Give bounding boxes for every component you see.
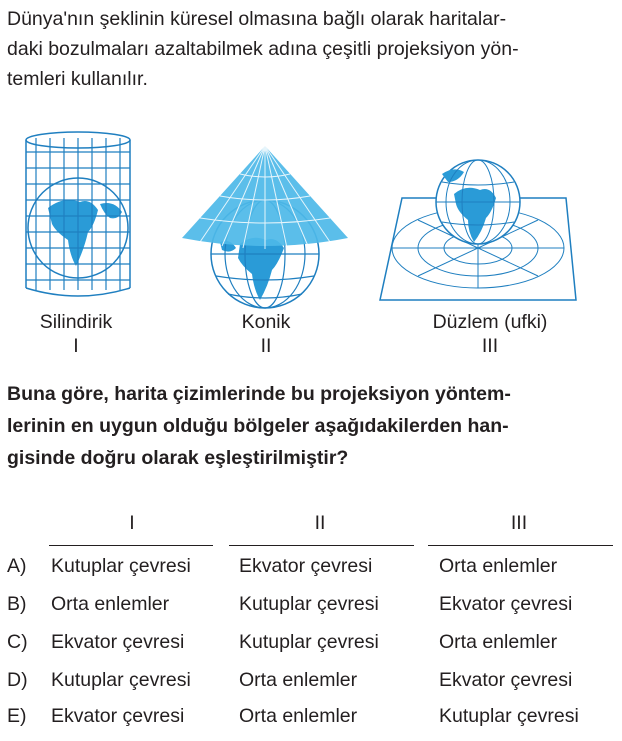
column-rule-2 [229, 545, 414, 546]
option-a[interactable] [0, 555, 622, 591]
figure-numeral-3: III [481, 335, 499, 357]
figure-numeral-1: I [73, 335, 79, 357]
conic-projection-icon [180, 144, 350, 312]
question-line-1: Buna göre, harita çizimlerinde bu projeksiyon yöntem- [7, 383, 511, 405]
column-header-2: II [314, 512, 326, 534]
figure-numeral-2: II [260, 335, 272, 357]
figure-label-2 [166, 310, 366, 358]
option-cell-1: Kutuplar çevresi [51, 669, 191, 691]
option-cell-3: Ekvator çevresi [439, 593, 573, 615]
option-cell-2: Kutuplar çevresi [239, 593, 379, 615]
option-cell-3: Orta enlemler [439, 555, 558, 577]
question-line-2: lerinin en uygun olduğu bölgeler aşağıdakilerden han- [7, 415, 509, 437]
option-cell-3: Orta enlemler [439, 631, 558, 653]
planar-projection-icon [376, 154, 580, 304]
figure-label-1 [0, 310, 176, 358]
option-cell-2: Orta enlemler [239, 705, 358, 727]
option-letter: B) [7, 593, 27, 615]
intro-line-1: Dünya'nın şeklinin küresel olmasına bağlı olarak haritalar- [7, 8, 507, 30]
question-line-3: gisinde doğru olarak eşleştirilmiştir? [7, 447, 349, 469]
option-cell-2: Orta enlemler [239, 669, 358, 691]
option-cell-3: Ekvator çevresi [439, 669, 573, 691]
intro-paragraph [7, 4, 615, 94]
option-cell-3: Kutuplar çevresi [439, 705, 579, 727]
option-letter: D) [7, 669, 28, 691]
option-cell-1: Orta enlemler [51, 593, 170, 615]
question-stem [7, 378, 615, 474]
figure-label-3 [390, 310, 590, 358]
intro-line-2: daki bozulmaları azaltabilmek adına çeşitli projeksiyon yön- [7, 38, 519, 60]
option-letter: A) [7, 555, 27, 577]
option-cell-2: Kutuplar çevresi [239, 631, 379, 653]
option-cell-1: Kutuplar çevresi [51, 555, 191, 577]
figure-name-konik: Konik [241, 311, 291, 333]
projection-figures [0, 128, 622, 368]
option-letter: C) [7, 631, 28, 653]
figure-name-duzlem: Düzlem (ufki) [432, 311, 548, 333]
option-b[interactable] [0, 593, 622, 629]
column-rule-3 [428, 545, 613, 546]
option-cell-1: Ekvator çevresi [51, 631, 185, 653]
option-d[interactable] [0, 669, 622, 705]
column-header-3: III [510, 512, 528, 534]
option-e[interactable] [0, 705, 622, 741]
figure-name-silindirik: Silindirik [39, 311, 113, 333]
option-cell-2: Ekvator çevresi [239, 555, 373, 577]
intro-line-3: temleri kullanılır. [7, 68, 148, 90]
column-header-1: I [129, 512, 135, 534]
option-cell-1: Ekvator çevresi [51, 705, 185, 727]
column-rule-1 [49, 545, 213, 546]
option-letter: E) [7, 705, 27, 727]
cylindrical-projection-icon [18, 128, 138, 303]
option-c[interactable] [0, 631, 622, 667]
